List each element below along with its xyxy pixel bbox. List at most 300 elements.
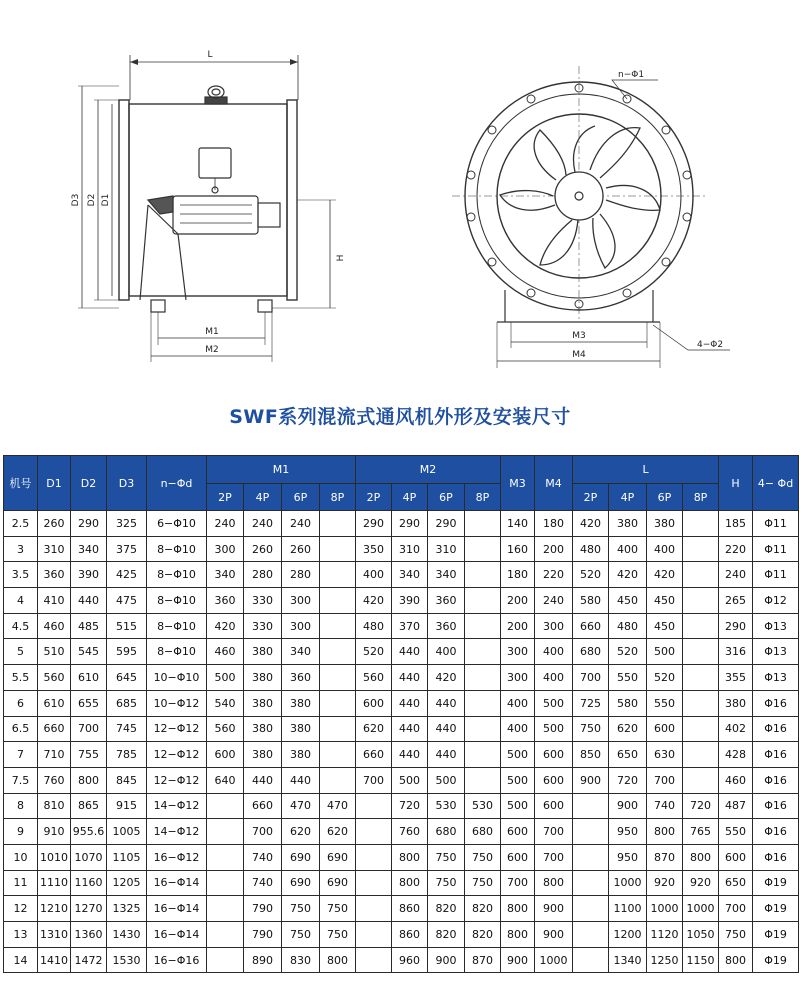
table-cell: 740 xyxy=(244,844,282,870)
table-row xyxy=(4,536,799,562)
table-cell: 220 xyxy=(719,536,753,562)
table-cell xyxy=(207,819,244,845)
table-cell: 6−Φ10 xyxy=(147,511,207,537)
m1-8p: 8P xyxy=(320,484,356,511)
table-cell: 4.5 xyxy=(4,613,38,639)
table-cell: 580 xyxy=(609,690,647,716)
col-d1: D1 xyxy=(38,456,71,511)
table-cell xyxy=(320,690,356,716)
table-row xyxy=(4,613,799,639)
table-cell: 690 xyxy=(282,844,320,870)
table-cell: 340 xyxy=(207,562,244,588)
table-cell: 960 xyxy=(392,947,428,973)
table-cell: 915 xyxy=(107,793,147,819)
col-n-phid: n−Φd xyxy=(147,456,207,511)
table-cell: 725 xyxy=(573,690,609,716)
table-cell: 800 xyxy=(392,844,428,870)
table-cell: 14−Φ12 xyxy=(147,793,207,819)
table-cell: 640 xyxy=(207,767,244,793)
table-cell: 1105 xyxy=(107,844,147,870)
label-4-phi2: 4−Φ2 xyxy=(697,340,724,350)
table-cell: 900 xyxy=(535,896,573,922)
table-cell: 600 xyxy=(647,716,683,742)
col-d3: D3 xyxy=(107,456,147,511)
table-cell: 610 xyxy=(71,665,107,691)
table-cell: 12 xyxy=(4,896,38,922)
table-cell: 355 xyxy=(719,665,753,691)
table-cell: 440 xyxy=(428,716,465,742)
table-cell xyxy=(207,947,244,973)
col-m2: M2 xyxy=(356,456,501,484)
table-cell: 16−Φ14 xyxy=(147,922,207,948)
table-cell xyxy=(683,716,719,742)
table-cell: 16−Φ14 xyxy=(147,870,207,896)
col-m4: M4 xyxy=(535,456,573,511)
m2-8p: 8P xyxy=(465,484,501,511)
table-cell: 400 xyxy=(501,716,535,742)
table-row xyxy=(4,665,799,691)
table-cell xyxy=(683,562,719,588)
table-cell: 740 xyxy=(244,870,282,896)
table-cell xyxy=(573,896,609,922)
table-cell: 260 xyxy=(244,536,282,562)
table-cell: 595 xyxy=(107,639,147,665)
table-cell: 620 xyxy=(320,819,356,845)
table-cell: 800 xyxy=(320,947,356,973)
table-cell: 620 xyxy=(609,716,647,742)
table-cell: 900 xyxy=(573,767,609,793)
table-cell: 300 xyxy=(282,588,320,614)
table-cell: 340 xyxy=(71,536,107,562)
table-cell: 1360 xyxy=(71,922,107,948)
table-cell: 260 xyxy=(38,511,71,537)
table-cell: 240 xyxy=(207,511,244,537)
table-cell: 655 xyxy=(71,690,107,716)
table-row xyxy=(4,742,799,768)
table-cell: 485 xyxy=(71,613,107,639)
table-cell: 280 xyxy=(282,562,320,588)
table-cell: 450 xyxy=(647,613,683,639)
table-cell: 340 xyxy=(428,562,465,588)
table-cell: 8−Φ10 xyxy=(147,588,207,614)
table-cell: 400 xyxy=(609,536,647,562)
table-cell: 8−Φ10 xyxy=(147,562,207,588)
table-row xyxy=(4,716,799,742)
table-cell: 820 xyxy=(465,922,501,948)
label-d3: D3 xyxy=(71,193,81,207)
table-cell: Φ13 xyxy=(753,665,799,691)
label-d1: D1 xyxy=(101,193,111,207)
label-m1: M1 xyxy=(205,327,219,337)
table-cell: 390 xyxy=(392,588,428,614)
table-cell: 300 xyxy=(501,639,535,665)
table-cell: 380 xyxy=(719,690,753,716)
table-cell: 870 xyxy=(647,844,683,870)
table-cell: 765 xyxy=(683,819,719,845)
table-cell xyxy=(465,562,501,588)
table-cell: 600 xyxy=(356,690,392,716)
table-cell: 700 xyxy=(71,716,107,742)
table-cell: 700 xyxy=(501,870,535,896)
table-cell: 460 xyxy=(719,767,753,793)
l-4p: 4P xyxy=(609,484,647,511)
table-cell: 820 xyxy=(428,896,465,922)
side-view-drawing xyxy=(78,55,336,362)
table-cell: 480 xyxy=(356,613,392,639)
table-cell xyxy=(573,870,609,896)
table-cell: 475 xyxy=(107,588,147,614)
table-cell: 685 xyxy=(107,690,147,716)
table-cell: 955.6 xyxy=(71,819,107,845)
header-row-1 xyxy=(4,456,799,484)
table-row xyxy=(4,639,799,665)
table-cell xyxy=(683,665,719,691)
table-cell: Φ16 xyxy=(753,844,799,870)
table-cell: 340 xyxy=(282,639,320,665)
table-cell: 620 xyxy=(356,716,392,742)
table-cell: 380 xyxy=(647,511,683,537)
table-cell: 140 xyxy=(501,511,535,537)
table-cell xyxy=(573,922,609,948)
table-cell: 400 xyxy=(501,690,535,716)
table-cell: 600 xyxy=(207,742,244,768)
table-cell xyxy=(320,716,356,742)
table-cell: 650 xyxy=(719,870,753,896)
table-cell: 440 xyxy=(392,639,428,665)
table-cell: 1050 xyxy=(683,922,719,948)
col-m1: M1 xyxy=(207,456,356,484)
table-cell: 10−Φ10 xyxy=(147,665,207,691)
table-cell: 200 xyxy=(535,536,573,562)
table-cell: 900 xyxy=(609,793,647,819)
table-cell: 1110 xyxy=(38,870,71,896)
table-cell: 1120 xyxy=(647,922,683,948)
table-cell: 850 xyxy=(573,742,609,768)
table-cell: 890 xyxy=(244,947,282,973)
table-cell: 865 xyxy=(71,793,107,819)
table-cell: 550 xyxy=(719,819,753,845)
front-view-drawing xyxy=(452,66,730,368)
table-cell: 860 xyxy=(392,896,428,922)
table-cell: 1472 xyxy=(71,947,107,973)
table-cell xyxy=(683,639,719,665)
table-cell: 1010 xyxy=(38,844,71,870)
spec-table-body xyxy=(4,511,799,973)
table-cell: 16−Φ12 xyxy=(147,844,207,870)
table-cell xyxy=(356,819,392,845)
table-cell: 550 xyxy=(609,665,647,691)
col-l: L xyxy=(573,456,719,484)
table-cell xyxy=(683,742,719,768)
table-cell: 325 xyxy=(107,511,147,537)
table-cell: 160 xyxy=(501,536,535,562)
table-cell: 11 xyxy=(4,870,38,896)
table-cell: 400 xyxy=(356,562,392,588)
label-m3: M3 xyxy=(572,331,586,341)
table-cell: 1250 xyxy=(647,947,683,973)
table-cell: 510 xyxy=(38,639,71,665)
table-cell: 910 xyxy=(38,819,71,845)
table-cell xyxy=(207,793,244,819)
table-cell: 600 xyxy=(719,844,753,870)
table-cell: 645 xyxy=(107,665,147,691)
table-cell: 200 xyxy=(501,588,535,614)
table-cell: 380 xyxy=(244,665,282,691)
table-cell: 520 xyxy=(647,665,683,691)
table-cell: 220 xyxy=(535,562,573,588)
table-cell: 540 xyxy=(207,690,244,716)
table-cell: 380 xyxy=(244,716,282,742)
table-cell: Φ16 xyxy=(753,819,799,845)
table-cell xyxy=(356,844,392,870)
table-cell: 500 xyxy=(501,767,535,793)
table-cell: 290 xyxy=(71,511,107,537)
table-cell: 800 xyxy=(392,870,428,896)
l-6p: 6P xyxy=(647,484,683,511)
table-cell: 1100 xyxy=(609,896,647,922)
table-cell: 800 xyxy=(647,819,683,845)
col-d2: D2 xyxy=(71,456,107,511)
table-cell: 1000 xyxy=(683,896,719,922)
table-cell xyxy=(320,613,356,639)
table-cell: 620 xyxy=(282,819,320,845)
table-cell: 402 xyxy=(719,716,753,742)
label-n-phi1: n−Φ1 xyxy=(618,70,645,80)
table-cell: 420 xyxy=(647,562,683,588)
table-cell: 14−Φ12 xyxy=(147,819,207,845)
table-cell: 500 xyxy=(535,690,573,716)
table-cell: 2.5 xyxy=(4,511,38,537)
table-cell xyxy=(465,613,501,639)
table-cell: 13 xyxy=(4,922,38,948)
table-cell: Φ12 xyxy=(753,588,799,614)
table-cell: 1070 xyxy=(71,844,107,870)
table-cell: 6 xyxy=(4,690,38,716)
table-cell: 290 xyxy=(719,613,753,639)
table-row xyxy=(4,690,799,716)
table-cell: 3.5 xyxy=(4,562,38,588)
table-cell: 420 xyxy=(573,511,609,537)
table-cell: 5 xyxy=(4,639,38,665)
table-cell: 380 xyxy=(282,690,320,716)
table-cell: 630 xyxy=(647,742,683,768)
label-m4: M4 xyxy=(572,350,586,360)
table-cell: Φ13 xyxy=(753,639,799,665)
table-row xyxy=(4,562,799,588)
table-cell: 900 xyxy=(501,947,535,973)
table-cell: 400 xyxy=(428,639,465,665)
table-cell: 800 xyxy=(501,896,535,922)
table-row xyxy=(4,947,799,973)
table-cell: Φ11 xyxy=(753,562,799,588)
table-cell: Φ19 xyxy=(753,922,799,948)
table-cell: 440 xyxy=(428,742,465,768)
table-cell: 8 xyxy=(4,793,38,819)
table-cell: 5.5 xyxy=(4,665,38,691)
table-cell: 360 xyxy=(38,562,71,588)
table-cell xyxy=(573,793,609,819)
table-cell: 760 xyxy=(38,767,71,793)
table-cell: 340 xyxy=(392,562,428,588)
table-cell: 560 xyxy=(356,665,392,691)
table-cell: 740 xyxy=(647,793,683,819)
table-cell: 700 xyxy=(535,844,573,870)
table-row xyxy=(4,793,799,819)
label-l: L xyxy=(207,50,213,60)
table-cell: 870 xyxy=(465,947,501,973)
col-jihao: 机号 xyxy=(4,456,38,511)
table-cell: Φ16 xyxy=(753,793,799,819)
m2-2p: 2P xyxy=(356,484,392,511)
table-cell: 450 xyxy=(647,588,683,614)
table-cell: 750 xyxy=(282,922,320,948)
table-cell: 690 xyxy=(320,844,356,870)
table-cell: 1530 xyxy=(107,947,147,973)
table-cell: 790 xyxy=(244,922,282,948)
table-cell: 810 xyxy=(38,793,71,819)
table-cell xyxy=(683,588,719,614)
table-cell: 9 xyxy=(4,819,38,845)
table-cell: 580 xyxy=(573,588,609,614)
table-cell: 550 xyxy=(647,690,683,716)
table-cell: 487 xyxy=(719,793,753,819)
table-cell: 440 xyxy=(392,716,428,742)
table-cell: 7 xyxy=(4,742,38,768)
col-m3: M3 xyxy=(501,456,535,511)
table-cell: 750 xyxy=(320,922,356,948)
table-cell xyxy=(356,922,392,948)
table-cell: 750 xyxy=(428,870,465,896)
table-cell: 1000 xyxy=(535,947,573,973)
table-cell: 720 xyxy=(609,767,647,793)
table-row xyxy=(4,870,799,896)
table-cell: 700 xyxy=(535,819,573,845)
table-cell: 660 xyxy=(573,613,609,639)
table-cell: 290 xyxy=(428,511,465,537)
table-cell: Φ19 xyxy=(753,896,799,922)
table-cell: 1150 xyxy=(683,947,719,973)
table-cell: 700 xyxy=(356,767,392,793)
table-cell: 500 xyxy=(392,767,428,793)
table-cell: 800 xyxy=(683,844,719,870)
table-cell: Φ16 xyxy=(753,767,799,793)
table-cell: 600 xyxy=(535,767,573,793)
table-cell xyxy=(465,767,501,793)
table-cell: 290 xyxy=(356,511,392,537)
table-cell: 428 xyxy=(719,742,753,768)
table-cell: 785 xyxy=(107,742,147,768)
table-cell: 290 xyxy=(392,511,428,537)
table-cell: 1000 xyxy=(647,896,683,922)
table-cell: 380 xyxy=(244,639,282,665)
table-cell: 240 xyxy=(244,511,282,537)
table-cell xyxy=(683,511,719,537)
table-cell: 280 xyxy=(244,562,282,588)
table-cell: 650 xyxy=(609,742,647,768)
spec-table xyxy=(3,455,799,973)
table-cell: Φ11 xyxy=(753,511,799,537)
table-cell: 420 xyxy=(356,588,392,614)
label-h: H xyxy=(336,254,346,262)
table-cell: Φ13 xyxy=(753,613,799,639)
table-cell: 720 xyxy=(392,793,428,819)
table-cell: 410 xyxy=(38,588,71,614)
table-cell: 180 xyxy=(501,562,535,588)
table-cell: 520 xyxy=(356,639,392,665)
table-cell: 1310 xyxy=(38,922,71,948)
table-cell: 680 xyxy=(465,819,501,845)
table-cell: 180 xyxy=(535,511,573,537)
table-cell xyxy=(683,690,719,716)
table-row xyxy=(4,588,799,614)
table-cell: 380 xyxy=(244,690,282,716)
table-row xyxy=(4,767,799,793)
table-cell: 710 xyxy=(38,742,71,768)
table-cell: Φ19 xyxy=(753,870,799,896)
table-cell: 745 xyxy=(107,716,147,742)
table-cell: 8−Φ10 xyxy=(147,536,207,562)
table-cell: 845 xyxy=(107,767,147,793)
table-cell: 8−Φ10 xyxy=(147,639,207,665)
table-cell: 400 xyxy=(647,536,683,562)
table-cell: 480 xyxy=(609,613,647,639)
table-cell: 3 xyxy=(4,536,38,562)
table-cell: 300 xyxy=(535,613,573,639)
table-cell: 300 xyxy=(501,665,535,691)
table-cell: 520 xyxy=(609,639,647,665)
table-cell: 300 xyxy=(282,613,320,639)
table-cell: 610 xyxy=(38,690,71,716)
table-cell xyxy=(683,613,719,639)
table-cell: 1200 xyxy=(609,922,647,948)
table-cell xyxy=(356,870,392,896)
table-cell: 755 xyxy=(71,742,107,768)
m1-4p: 4P xyxy=(244,484,282,511)
table-cell: 950 xyxy=(609,844,647,870)
table-cell: 470 xyxy=(282,793,320,819)
table-cell xyxy=(356,896,392,922)
table-cell: 920 xyxy=(683,870,719,896)
table-cell: 480 xyxy=(573,536,609,562)
table-cell: 7.5 xyxy=(4,767,38,793)
table-row xyxy=(4,844,799,870)
table-cell xyxy=(573,947,609,973)
table-cell: 820 xyxy=(465,896,501,922)
table-cell: 185 xyxy=(719,511,753,537)
table-cell: Φ16 xyxy=(753,716,799,742)
table-cell: 920 xyxy=(647,870,683,896)
table-cell: 750 xyxy=(320,896,356,922)
table-cell: 440 xyxy=(392,665,428,691)
table-cell: 440 xyxy=(71,588,107,614)
table-cell: 750 xyxy=(282,896,320,922)
table-cell: 450 xyxy=(609,588,647,614)
table-cell: 470 xyxy=(320,793,356,819)
table-cell: 240 xyxy=(535,588,573,614)
table-cell: 1410 xyxy=(38,947,71,973)
table-cell: 660 xyxy=(244,793,282,819)
technical-drawings xyxy=(0,0,800,400)
l-2p: 2P xyxy=(573,484,609,511)
table-cell: 400 xyxy=(535,639,573,665)
table-cell: 680 xyxy=(428,819,465,845)
table-cell: 800 xyxy=(535,870,573,896)
table-cell: 360 xyxy=(428,613,465,639)
table-cell: 8−Φ10 xyxy=(147,613,207,639)
page-title: SWF系列混流式通风机外形及安装尺寸 xyxy=(229,406,571,428)
table-cell: 700 xyxy=(719,896,753,922)
table-cell: 600 xyxy=(501,819,535,845)
